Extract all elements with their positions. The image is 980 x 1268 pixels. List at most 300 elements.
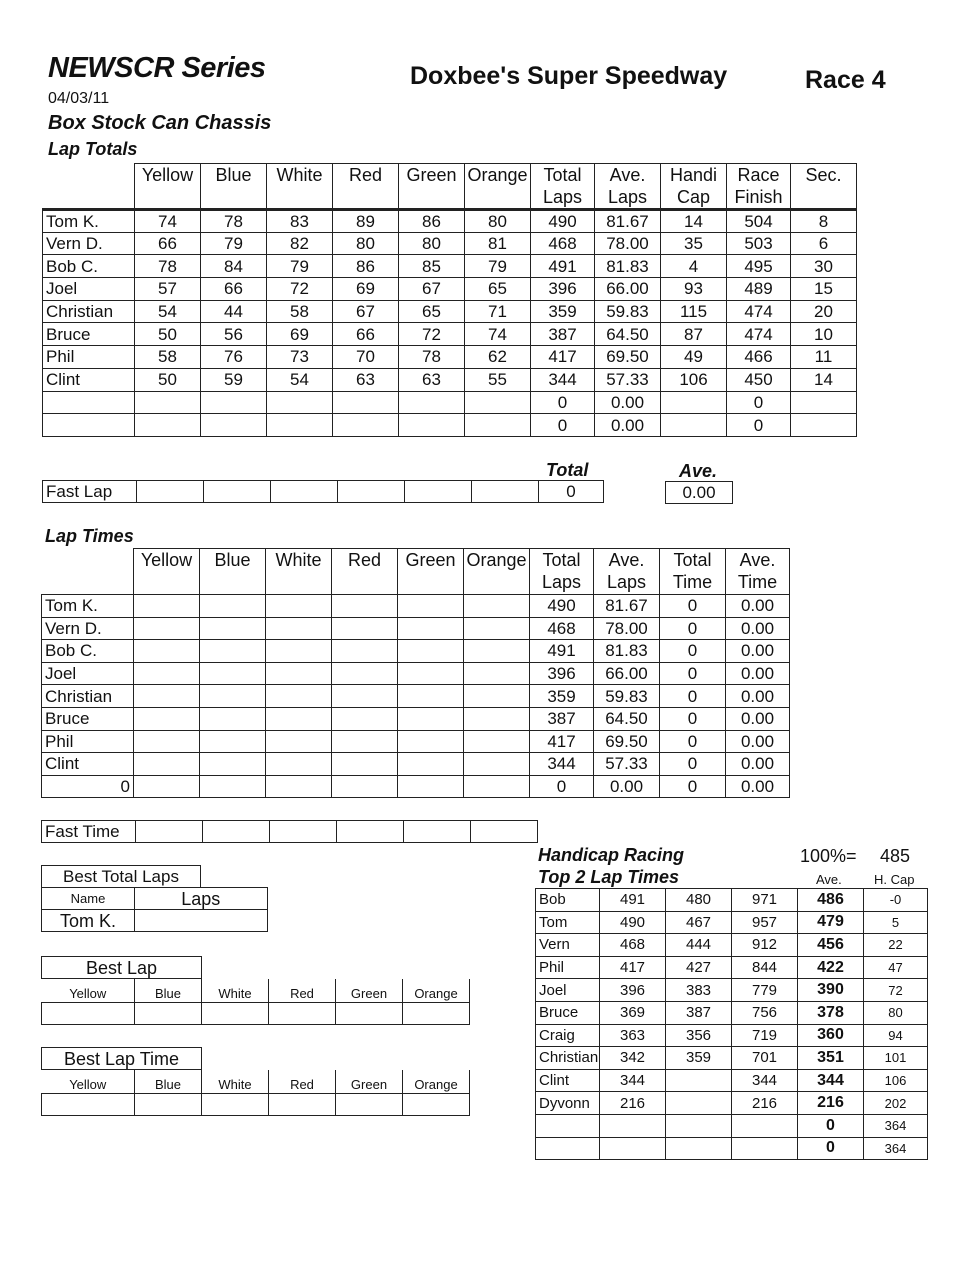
lap-time-cell [134,640,200,663]
lap-time-cell [332,595,398,618]
lap-time-value: 0.00 [726,640,790,663]
lap-totals-header: White [267,164,333,210]
lap-time-cell [134,595,200,618]
lap-time-value: 0.00 [726,662,790,685]
lap-time-value: 468 [530,617,594,640]
table-row [42,640,790,663]
table-row [536,979,928,1002]
lap-total-cell [399,414,465,437]
lap-time-cell [200,662,266,685]
best-total-laps-name-label: Name [42,888,135,910]
lap-total-cell: 49 [661,346,727,369]
handicap-pct-value: 485 [880,846,911,866]
handicap-cell: 383 [666,979,732,1002]
lap-times-header: Total Time [660,549,726,595]
handicap-subtitle: Top 2 Lap Times [538,867,680,887]
driver-name: Joel [43,278,135,301]
lap-total-cell: 387 [531,323,595,346]
lap-total-cell: 59 [201,368,267,391]
lap-time-cell [398,640,464,663]
lap-total-cell: 65 [465,278,531,301]
handicap-cell: 216 [732,1092,798,1115]
handicap-title: Handicap Racing [538,845,685,865]
table-row [536,1001,928,1024]
handicap-cell: -0 [864,889,928,912]
driver-name: 0 [42,775,134,798]
lap-total-cell [267,391,333,414]
lap-time-cell [464,595,530,618]
handicap-cell [600,1114,666,1137]
lap-time-value: 0.00 [726,617,790,640]
lap-total-cell [333,391,399,414]
table-row [536,1024,928,1047]
handicap-cell: 0 [798,1137,864,1160]
driver-name [43,391,135,414]
table-row [43,232,857,255]
lap-totals-header: Race Finish [727,164,791,210]
lap-total-cell: 0.00 [595,391,661,414]
lap-times-header: Ave. Time [726,549,790,595]
lap-time-cell [266,685,332,708]
driver-name: Vern [536,934,600,957]
lap-time-cell [134,707,200,730]
handicap-cell: 202 [864,1092,928,1115]
lap-time-cell [200,730,266,753]
lap-total-cell [791,414,857,437]
table-row [42,730,790,753]
color-label: Red [269,1070,336,1094]
lap-total-cell: 87 [661,323,727,346]
table-row [43,210,857,233]
lap-time-value: 344 [530,753,594,776]
driver-name: Bruce [42,707,134,730]
lap-time-value: 0.00 [726,685,790,708]
lap-total-cell: 71 [465,300,531,323]
lap-totals-title: Lap Totals [48,139,138,159]
driver-name: Christian [536,1047,600,1070]
lap-time-value: 69.50 [594,730,660,753]
table-row [43,391,857,414]
table-row [536,1114,928,1137]
driver-name: Clint [536,1069,600,1092]
driver-name: Christian [42,685,134,708]
lap-total-cell: 11 [791,346,857,369]
handicap-cell: 456 [798,934,864,957]
handicap-cell: 344 [732,1069,798,1092]
lap-total-cell: 66 [201,278,267,301]
lap-total-cell [333,414,399,437]
lap-time-value: 490 [530,595,594,618]
lap-time-cell [332,685,398,708]
lap-total-cell: 57 [135,278,201,301]
lap-times-corner [42,549,134,595]
table-row [43,368,857,391]
table-row [42,753,790,776]
lap-total-cell [267,414,333,437]
driver-name: Vern D. [43,232,135,255]
handicap-cell: 912 [732,934,798,957]
lap-times-header: Red [332,549,398,595]
lap-time-cell [266,617,332,640]
lap-totals-header: Yellow [135,164,201,210]
fast-time-table [41,820,538,843]
lap-time-cell [398,662,464,685]
handicap-cell: 378 [798,1001,864,1024]
lap-totals-header: Green [399,164,465,210]
lap-total-cell: 70 [333,346,399,369]
lap-time-cell [464,730,530,753]
lap-time-cell [398,595,464,618]
lap-time-value: 0 [660,640,726,663]
lap-time-value: 0.00 [726,730,790,753]
table-row [536,1069,928,1092]
lap-total-cell: 54 [135,300,201,323]
lap-times-header: Ave. Laps [594,549,660,595]
lap-time-value: 396 [530,662,594,685]
lap-time-cell [200,685,266,708]
lap-times-header: Orange [464,549,530,595]
handicap-cell: 0 [798,1114,864,1137]
lap-time-value: 0 [660,753,726,776]
driver-name [536,1137,600,1160]
lap-totals-header: Orange [465,164,531,210]
lap-total-cell: 73 [267,346,333,369]
lap-total-cell: 30 [791,255,857,278]
table-row [42,707,790,730]
handicap-table [535,888,928,1160]
lap-time-value: 57.33 [594,753,660,776]
color-label: Red [269,979,336,1003]
lap-total-cell: 80 [465,210,531,233]
lap-total-cell: 86 [333,255,399,278]
table-row [42,685,790,708]
series-title: NEWSCR Series [48,52,266,84]
lap-total-cell: 85 [399,255,465,278]
color-label: Blue [135,979,202,1003]
lap-time-cell [134,730,200,753]
best-total-laps-laps-label: Laps [135,888,268,910]
lap-total-cell: 79 [465,255,531,278]
lap-total-cell: 106 [661,368,727,391]
lap-total-cell: 82 [267,232,333,255]
lap-time-cell [464,707,530,730]
handicap-hcap-label: H. Cap [874,872,915,887]
lap-total-cell [201,391,267,414]
lap-time-cell [332,753,398,776]
lap-total-cell: 0.00 [595,414,661,437]
lap-total-cell: 69 [333,278,399,301]
lap-time-value: 0 [660,707,726,730]
table-row [42,662,790,685]
lap-total-cell: 344 [531,368,595,391]
handicap-cell: 22 [864,934,928,957]
lap-time-value: 0.00 [594,775,660,798]
lap-time-cell [398,775,464,798]
lap-time-cell [332,730,398,753]
lap-total-cell: 78 [399,346,465,369]
lap-times-header: Blue [200,549,266,595]
handicap-cell: 5 [864,911,928,934]
lap-totals-header: Red [333,164,399,210]
fast-lap-ave: 0.00 [666,482,733,504]
best-lap-time-table [41,1047,470,1116]
lap-time-cell [332,617,398,640]
lap-total-cell: 78 [201,210,267,233]
table-row [43,414,857,437]
lap-total-cell: 115 [661,300,727,323]
lap-time-cell [398,730,464,753]
lap-time-value: 417 [530,730,594,753]
lap-time-cell [464,617,530,640]
lap-total-cell: 81.67 [595,210,661,233]
lap-total-cell: 504 [727,210,791,233]
lap-totals-header: Blue [201,164,267,210]
lap-total-cell: 80 [399,232,465,255]
handicap-cell: 844 [732,956,798,979]
handicap-cell: 390 [798,979,864,1002]
lap-total-cell: 0 [531,391,595,414]
handicap-cell: 422 [798,956,864,979]
lap-total-cell: 490 [531,210,595,233]
lap-total-cell: 66 [333,323,399,346]
handicap-cell: 701 [732,1047,798,1070]
handicap-cell: 47 [864,956,928,979]
lap-time-cell [464,685,530,708]
driver-name: Bob C. [42,640,134,663]
lap-time-cell [134,685,200,708]
color-label: Yellow [42,979,135,1003]
lap-total-cell: 80 [333,232,399,255]
handicap-cell: 756 [732,1001,798,1024]
lap-time-cell [398,753,464,776]
handicap-cell [732,1114,798,1137]
lap-times-header: Total Laps [530,549,594,595]
lap-total-cell: 64.50 [595,323,661,346]
lap-time-cell [464,753,530,776]
driver-name: Bruce [536,1001,600,1024]
fast-lap-total: 0 [539,481,604,503]
lap-times-title: Lap Times [45,526,134,546]
fast-lap-label: Fast Lap [43,481,137,503]
race-number: Race 4 [805,66,886,94]
lap-total-cell: 59.83 [595,300,661,323]
lap-times-header: Yellow [134,549,200,595]
lap-total-cell: 74 [135,210,201,233]
lap-totals-header: Sec. [791,164,857,210]
lap-total-cell: 503 [727,232,791,255]
lap-total-cell: 466 [727,346,791,369]
lap-total-cell: 50 [135,323,201,346]
lap-time-cell [332,640,398,663]
handicap-cell: 719 [732,1024,798,1047]
lap-time-value: 64.50 [594,707,660,730]
lap-time-cell [134,775,200,798]
lap-total-cell: 69 [267,323,333,346]
lap-total-cell: 76 [201,346,267,369]
lap-total-cell: 55 [465,368,531,391]
table-row [536,1137,928,1160]
lap-total-cell: 86 [399,210,465,233]
lap-time-cell [332,775,398,798]
best-total-laps-name: Tom K. [42,910,135,932]
fast-lap-ave-label: Ave. [679,461,718,481]
driver-name: Dyvonn [536,1092,600,1115]
lap-total-cell: 44 [201,300,267,323]
lap-total-cell: 35 [661,232,727,255]
handicap-pct-label: 100%= [800,846,857,866]
table-row [536,956,928,979]
handicap-cell: 427 [666,956,732,979]
lap-total-cell: 20 [791,300,857,323]
lap-total-cell: 396 [531,278,595,301]
lap-total-cell: 491 [531,255,595,278]
lap-time-value: 59.83 [594,685,660,708]
handicap-cell: 364 [864,1114,928,1137]
lap-total-cell: 58 [267,300,333,323]
lap-totals-table [42,163,857,437]
lap-total-cell: 79 [267,255,333,278]
handicap-cell: 396 [600,979,666,1002]
table-row [42,595,790,618]
lap-time-cell [200,707,266,730]
driver-name: Vern D. [42,617,134,640]
lap-time-cell [200,640,266,663]
lap-total-cell: 4 [661,255,727,278]
fast-lap-ave-box [665,481,733,504]
lap-total-cell: 0 [727,391,791,414]
lap-total-cell: 72 [399,323,465,346]
lap-total-cell: 67 [333,300,399,323]
lap-total-cell: 65 [399,300,465,323]
lap-totals-header: Total Laps [531,164,595,210]
lap-time-cell [266,775,332,798]
lap-total-cell: 14 [791,368,857,391]
lap-times-header: White [266,549,332,595]
table-row [536,1047,928,1070]
lap-total-cell: 66 [135,232,201,255]
lap-time-cell [134,662,200,685]
lap-total-cell [661,391,727,414]
lap-total-cell: 6 [791,232,857,255]
lap-time-cell [332,662,398,685]
lap-time-value: 0.00 [726,753,790,776]
handicap-cell: 444 [666,934,732,957]
lap-total-cell: 57.33 [595,368,661,391]
lap-time-value: 0 [660,595,726,618]
table-row [43,323,857,346]
lap-time-cell [266,730,332,753]
lap-time-value: 81.67 [594,595,660,618]
lap-total-cell: 81 [465,232,531,255]
driver-name: Bob C. [43,255,135,278]
lap-time-cell [200,595,266,618]
color-label: White [202,1070,269,1094]
lap-total-cell: 67 [399,278,465,301]
lap-total-cell: 72 [267,278,333,301]
lap-time-cell [134,617,200,640]
lap-total-cell: 0 [531,414,595,437]
lap-total-cell: 14 [661,210,727,233]
handicap-cell: 216 [798,1092,864,1115]
lap-total-cell [201,414,267,437]
lap-total-cell [661,414,727,437]
handicap-cell: 344 [798,1069,864,1092]
lap-time-value: 0 [660,617,726,640]
color-label: Blue [135,1070,202,1094]
best-lap-time-title: Best Lap Time [42,1048,202,1070]
lap-total-cell: 69.50 [595,346,661,369]
driver-name: Tom [536,911,600,934]
lap-total-cell: 56 [201,323,267,346]
handicap-cell: 486 [798,889,864,912]
handicap-cell [600,1137,666,1160]
lap-time-value: 387 [530,707,594,730]
handicap-cell [666,1069,732,1092]
lap-time-value: 0 [660,685,726,708]
track-name: Doxbee's Super Speedway [410,62,728,90]
lap-total-cell: 450 [727,368,791,391]
lap-totals-corner [43,164,135,210]
lap-times-header: Green [398,549,464,595]
driver-name: Joel [42,662,134,685]
lap-time-cell [134,753,200,776]
handicap-cell: 363 [600,1024,666,1047]
handicap-cell [666,1114,732,1137]
lap-time-cell [200,775,266,798]
table-row [43,278,857,301]
lap-time-cell [398,707,464,730]
lap-total-cell: 63 [333,368,399,391]
handicap-cell: 417 [600,956,666,979]
handicap-cell: 101 [864,1047,928,1070]
lap-time-value: 0.00 [726,707,790,730]
lap-total-cell: 74 [465,323,531,346]
driver-name: Christian [43,300,135,323]
lap-total-cell [465,414,531,437]
lap-total-cell: 0 [727,414,791,437]
lap-total-cell: 81.83 [595,255,661,278]
handicap-cell: 957 [732,911,798,934]
handicap-cell [666,1092,732,1115]
handicap-cell: 479 [798,911,864,934]
color-label: Green [336,979,403,1003]
lap-time-cell [266,662,332,685]
lap-total-cell: 474 [727,323,791,346]
lap-total-cell [791,391,857,414]
handicap-cell: 94 [864,1024,928,1047]
handicap-cell: 351 [798,1047,864,1070]
fast-lap-total-label: Total [546,460,589,480]
handicap-cell: 72 [864,979,928,1002]
lap-time-cell [332,707,398,730]
handicap-cell [732,1137,798,1160]
lap-time-cell [464,662,530,685]
lap-time-cell [266,707,332,730]
lap-total-cell: 50 [135,368,201,391]
table-row [42,617,790,640]
lap-total-cell [135,414,201,437]
color-label: White [202,979,269,1003]
lap-total-cell: 495 [727,255,791,278]
race-date: 04/03/11 [48,90,110,107]
lap-time-value: 0.00 [726,775,790,798]
lap-time-cell [464,640,530,663]
handicap-cell: 342 [600,1047,666,1070]
lap-total-cell: 359 [531,300,595,323]
handicap-cell [666,1137,732,1160]
handicap-cell: 971 [732,889,798,912]
lap-total-cell: 62 [465,346,531,369]
